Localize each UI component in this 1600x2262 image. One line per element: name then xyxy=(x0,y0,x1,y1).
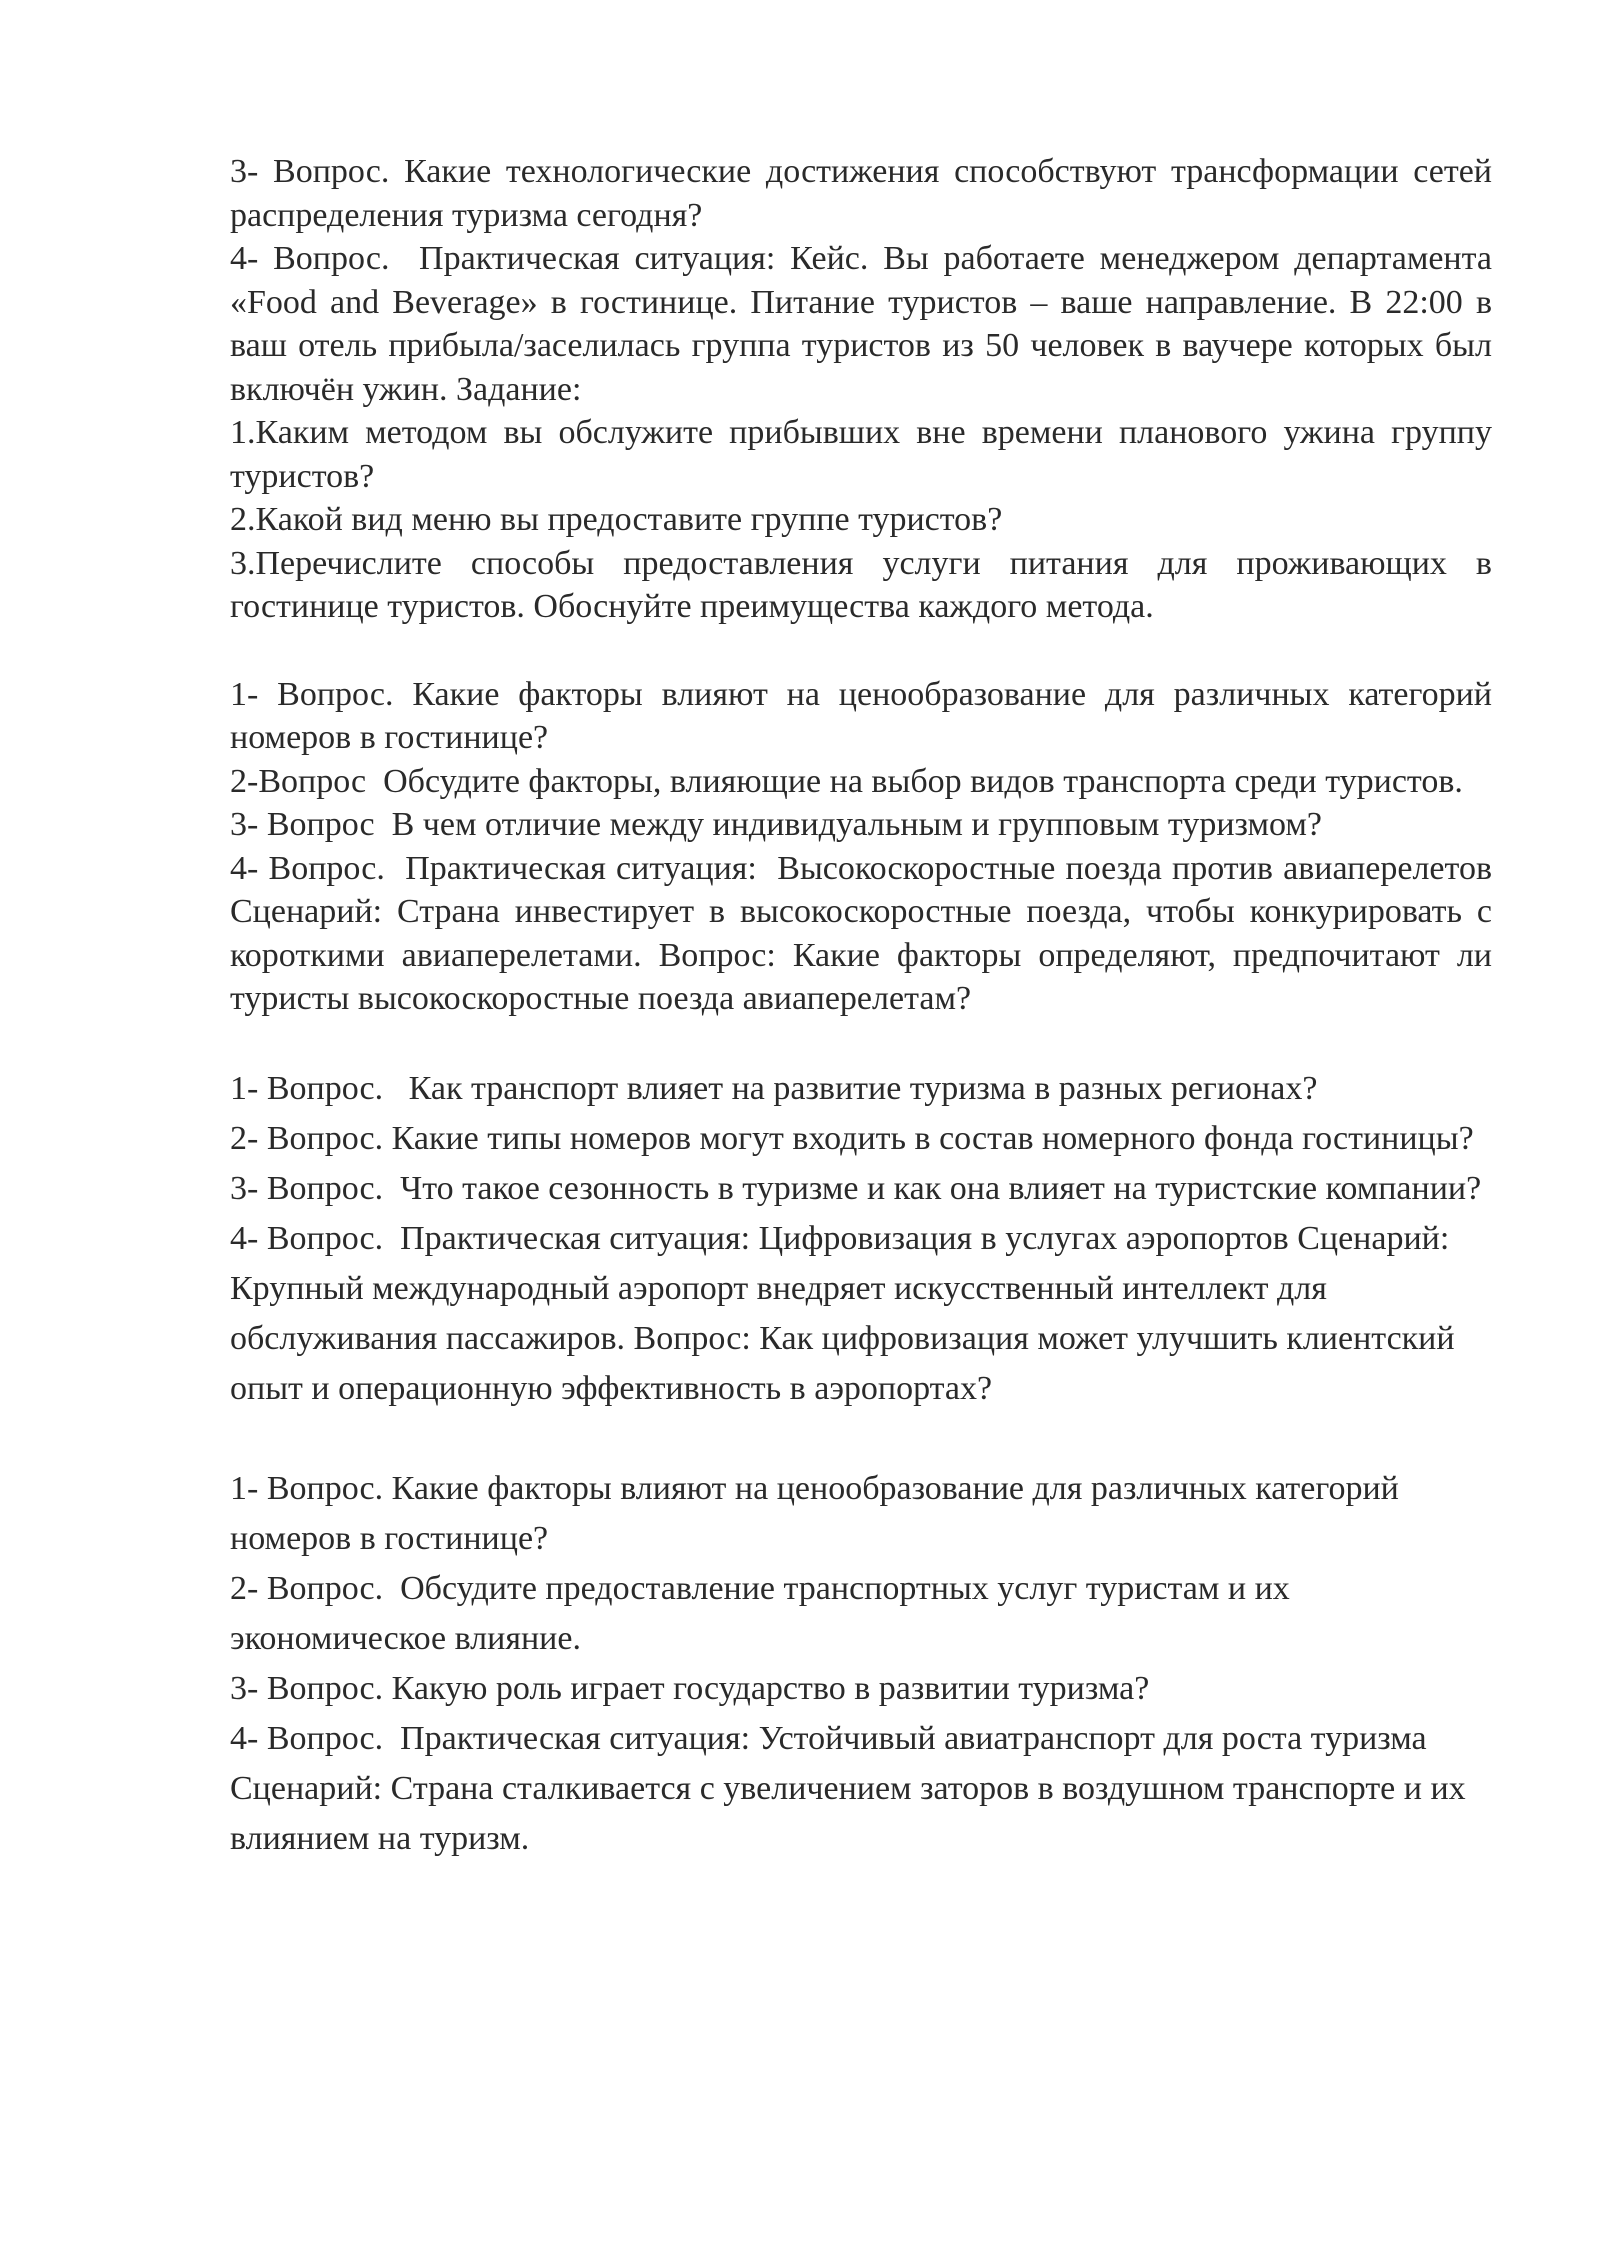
section-spacer xyxy=(230,629,1492,673)
question-set-4 xyxy=(230,1464,1492,1864)
question-2: 2- Вопрос. Обсудите предоставление транспортных услуг туристам и их экономическое влияние. xyxy=(230,1569,1299,1657)
question-4-case: 4- Вопрос. Практическая ситуация: Устойчивый авиатранспорт для роста туризма Сценарий: Страна сталкивается с увеличением заторов в воздушном транспорте и их влиянием на туризм. xyxy=(230,1719,1475,1857)
question-3: 3- Вопрос. Какую роль играет государство в развитии туризма? xyxy=(230,1669,1150,1707)
question-4-case: 4- Вопрос. Практическая ситуация: Цифровизация в услугах аэропортов Сценарий: Крупный международный аэропорт внедряет искусственный интеллект для обслуживания пассажиров. Вопрос: Как цифровизация может улучшить клиентский опыт и операционную эффективность в аэропортах? xyxy=(230,1219,1464,1407)
question-4-case: 4- Вопрос. Практическая ситуация: Кейс. Вы работаете менеджером департамента «Food and Beverage» в гостинице. Питание туристов – ваше направление. В 22:00 в ваш отель прибыла/заселилась группа туристов из 50 человек в ваучере которых был включён ужин. Задание: xyxy=(230,240,1501,408)
task-1: 1.Каким методом вы обслужите прибывших вне времени планового ужина группу туристов? xyxy=(230,414,1501,495)
task-2: 2.Какой вид меню вы предоставите группе туристов? xyxy=(230,501,1003,538)
question-set-2 xyxy=(230,673,1501,1021)
question-set-1 xyxy=(230,150,1501,629)
question-1: 1- Вопрос. Какие факторы влияют на ценообразование для различных категорий номеров в гостинице? xyxy=(230,1469,1408,1557)
section-spacer xyxy=(230,1414,1492,1464)
question-3: 3- Вопрос. Какие технологические достижения способствуют трансформации сетей распределения туризма сегодня? xyxy=(230,153,1501,234)
task-3: 3.Перечислите способы предоставления услуги питания для проживающих в гостинице туристов. Обоснуйте преимущества каждого метода. xyxy=(230,544,1501,625)
question-2: 2-Вопрос Обсудите факторы, влияющие на выбор видов транспорта среди туристов. xyxy=(230,762,1463,800)
question-2: 2- Вопрос. Какие типы номеров могут входить в состав номерного фонда гостиницы? xyxy=(230,1119,1474,1157)
question-1: 1- Вопрос. Как транспорт влияет на развитие туризма в разных регионах? xyxy=(230,1069,1318,1107)
question-set-3 xyxy=(230,1064,1492,1414)
question-3: 3- Вопрос В чем отличие между индивидуальным и групповым туризмом? xyxy=(230,806,1322,843)
question-3: 3- Вопрос. Что такое сезонность в туризме и как она влияет на туристские компании? xyxy=(230,1169,1482,1207)
section-spacer xyxy=(230,1021,1492,1064)
document-page xyxy=(230,150,1501,1864)
question-4-case: 4- Вопрос. Практическая ситуация: Высокоскоростные поезда против авиаперелетов Сценарий: Страна инвестирует в высокоскоростные поезда, чтобы конкурировать с короткими авиаперелетами. Вопрос: Какие факторы определяют, предпочитают ли туристы высокоскоростные поезда авиаперелетам? xyxy=(230,849,1501,1017)
question-1: 1- Вопрос. Какие факторы влияют на ценообразование для различных категорий номеров в гостинице? xyxy=(230,675,1501,756)
